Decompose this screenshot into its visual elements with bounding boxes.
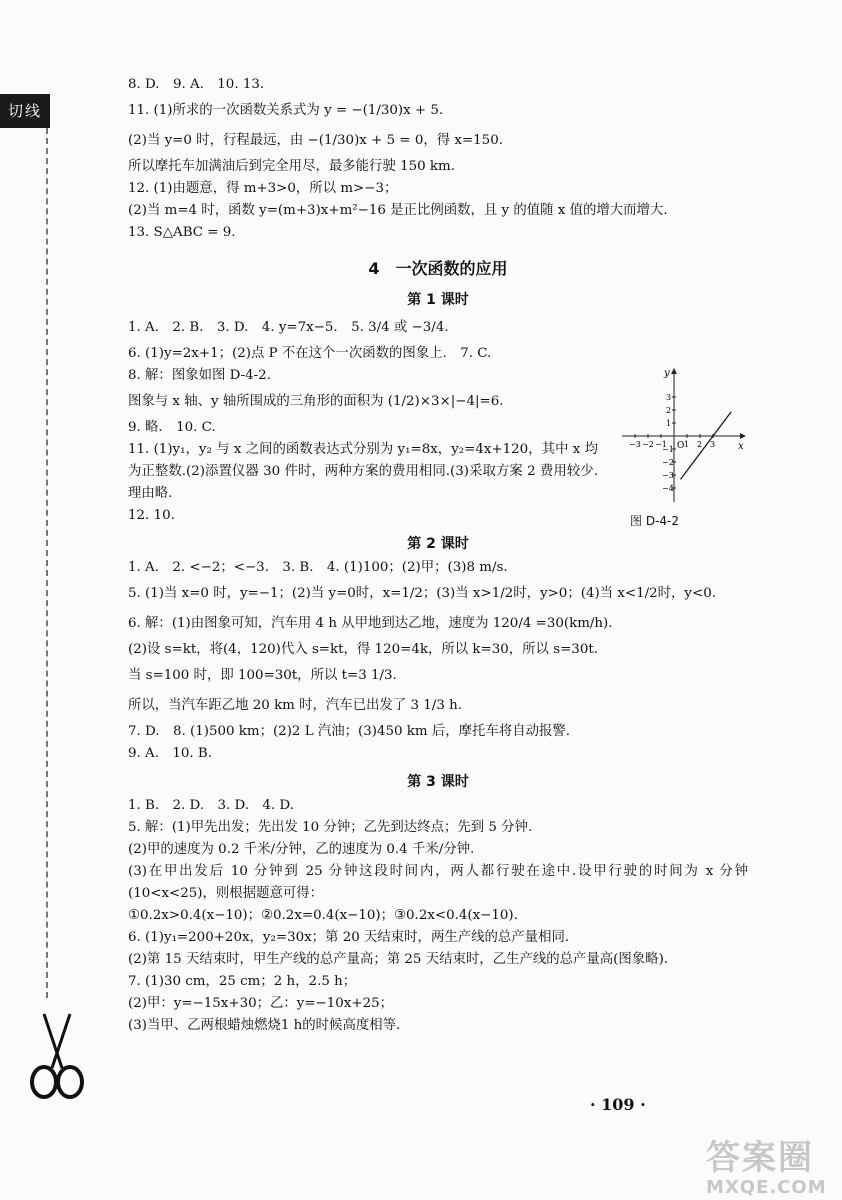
- answer-line: (2)当 y=0 时，行程最远，由 −(1/30)x + 5 = 0，得 x=150.: [128, 133, 503, 148]
- answer-line: 当 s=100 时，即 100=30t，所以 t=3 1/3.: [128, 668, 397, 683]
- answer-line: (3)在甲出发后 10 分钟到 25 分钟这段时间内，两人都行驶在途中.设甲行驶的时间为 x 分钟(10<x<25)，则根据题意可得：: [128, 864, 748, 901]
- answer-line: (3)当甲、乙两根蜡烛燃烧1 h的时候高度相等.: [128, 1018, 401, 1033]
- lesson-2-heading: 第 2 课时: [407, 536, 469, 552]
- answer-line: 12. 10.: [128, 508, 175, 523]
- answer-line: 1. B. 2. D. 3. D. 4. D.: [128, 798, 294, 813]
- answer-line: 所以，当汽车距乙地 20 km 时，汽车已出发了 3 1/3 h.: [128, 698, 462, 713]
- answer-line: (2)甲：y=−15x+30；乙：y=−10x+25；: [128, 996, 394, 1011]
- lesson-1-heading: 第 1 课时: [407, 292, 469, 308]
- answer-line: 5. 解：(1)甲先出发；先出发 10 分钟；乙先到达终点；先到 5 分钟.: [128, 820, 533, 835]
- answer-line: 11. (1)所求的一次函数关系式为 y = −(1/30)x + 5.: [128, 103, 444, 118]
- answer-line: (2)设 s=kt，将(4，120)代入 s=kt，得 120=4k，所以 k=30，所以 s=30t.: [128, 642, 598, 657]
- x-tick-label: 3: [710, 440, 716, 449]
- answer-line: 9. A. 10. B.: [128, 746, 212, 761]
- x-tick-label: −1: [655, 440, 667, 449]
- page-number: · 109 ·: [590, 1095, 646, 1114]
- figure-caption: 图 D-4-2: [630, 514, 679, 528]
- answer-line: 6. (1)y=2x+1；(2)点 P 不在这个一次函数的图象上. 7. C.: [128, 346, 492, 361]
- answer-line: 11. (1)y₁，y₂ 与 x 之间的函数表达式分别为 y₁=8x，y₂=4x+120，其中 x 均为正整数.(2)添置仪器 30 件时，两种方案的费用相同.(3)采取方案 2 费用较少.理由略.: [128, 442, 598, 501]
- y-axis-label: y: [664, 368, 670, 379]
- scissors-icon: [22, 1010, 92, 1100]
- y-tick-label: 3: [666, 393, 672, 402]
- answer-line: (2)当 m=4 时，函数 y=(m+3)x+m²−16 是正比例函数，且 y 的值随 x 值的增大而增大.: [128, 203, 668, 218]
- x-axis-arrow: [740, 433, 746, 439]
- answer-line: 5. (1)当 x=0 时，y=−1；(2)当 y=0时，x=1/2；(3)当 x>1/2时，y>0；(4)当 x<1/2时，y<0.: [128, 586, 716, 601]
- x-tick-label: −3: [629, 440, 641, 449]
- x-tick-label: 2: [697, 440, 703, 449]
- answer-line: 1. A. 2. B. 3. D. 4. y=7x−5. 5. 3/4 或 −3/4.: [128, 320, 449, 335]
- cut-line-tab: 切线: [0, 94, 50, 128]
- lesson-3-heading: 第 3 课时: [407, 774, 469, 790]
- x-axis-label: x: [738, 441, 744, 452]
- section-title: 4 一次函数的应用: [368, 259, 508, 278]
- answer-line: 6. (1)y₁=200+20x，y₂=30x；第 20 天结束时，两生产线的总产量相同.: [128, 930, 570, 945]
- watermark-logo: [706, 1130, 836, 1196]
- y-tick-label: 1: [666, 419, 672, 428]
- answer-line: 7. D. 8. (1)500 km；(2)2 L 汽油；(3)450 km 后，摩托车将自动报警.: [128, 724, 571, 739]
- answer-line: 所以摩托车加满油后到完全用尽，最多能行驶 150 km.: [128, 159, 455, 174]
- answer-line: 8. D. 9. A. 10. 13.: [128, 77, 265, 92]
- answer-line: 8. 解：图象如图 D-4-2.: [128, 368, 271, 383]
- answer-line: 13. S△ABC = 9.: [128, 225, 236, 240]
- answer-content: [128, 74, 748, 1037]
- answer-line: 6. 解：(1)由图象可知，汽车用 4 h 从甲地到达乙地，速度为 120/4 =30(km/h).: [128, 616, 613, 631]
- x-tick-label: 1: [684, 440, 690, 449]
- y-tick-label: −1: [662, 445, 674, 454]
- x-tick-label: −2: [642, 440, 654, 449]
- function-graph: [618, 366, 748, 506]
- answer-line: (2)第 15 天结束时，甲生产线的总产量高；第 25 天结束时，乙生产线的总产量高(图象略).: [128, 952, 669, 967]
- y-tick-label: 2: [666, 406, 672, 415]
- watermark-line-1: 答案圈: [706, 1138, 814, 1178]
- y-axis-arrow: [671, 368, 677, 374]
- answer-line: 7. (1)30 cm，25 cm；2 h，2.5 h；: [128, 974, 357, 989]
- y-tick-label: −4: [662, 484, 674, 493]
- y-tick-label: −2: [662, 458, 674, 467]
- origin-label: O: [677, 441, 685, 451]
- watermark-line-2: MXQE.COM: [706, 1177, 827, 1198]
- y-tick-label: −3: [662, 471, 674, 480]
- answer-line: 1. A. 2. <−2；<−3. 3. B. 4. (1)100；(2)甲；(3)8 m/s.: [128, 560, 508, 575]
- answer-line: 12. (1)由题意，得 m+3>0，所以 m>−3；: [128, 181, 398, 196]
- answer-line: (2)甲的速度为 0.2 千米/分钟，乙的速度为 0.4 千米/分钟.: [128, 842, 475, 857]
- answer-line: ①0.2x>0.4(x−10)；②0.2x=0.4(x−10)；③0.2x<0.4(x−10).: [128, 908, 518, 923]
- answer-line: 图象与 x 轴、y 轴所围成的三角形的面积为 (1/2)×3×|−4|=6.: [128, 394, 504, 409]
- answer-line: 9. 略. 10. C.: [128, 420, 216, 435]
- cut-line-dashed: [46, 128, 48, 998]
